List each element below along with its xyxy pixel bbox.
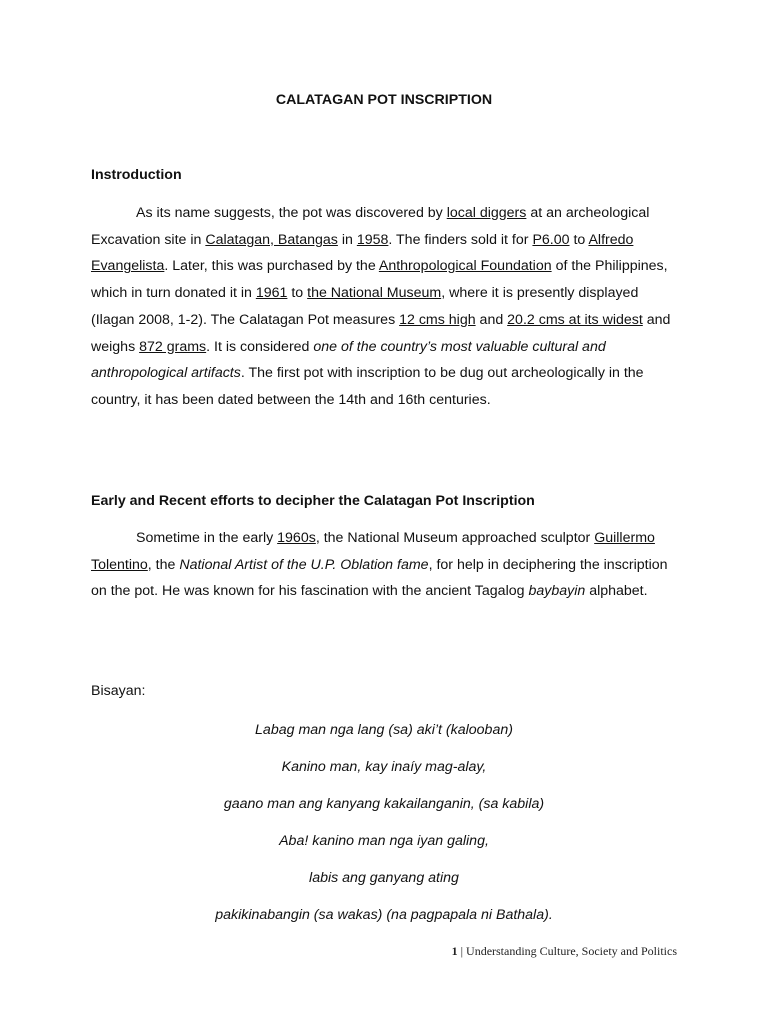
emphasis-baybayin: baybayin xyxy=(528,583,586,600)
document-title: CALATAGAN POT INSCRIPTION xyxy=(275,92,493,108)
link-1958: 1958 xyxy=(356,231,389,248)
page-footer xyxy=(452,944,677,959)
bisayan-label: Bisayan: xyxy=(91,683,146,699)
page-number: 1 xyxy=(451,944,458,958)
introduction-paragraph: As its name suggests, the pot was discovered by local diggers at an archeological Excavation site in Calatagan, Batangas in 1958. The finders sold it for P6.00 to Alfredo Evangelista. Later, this was purchased by the Anthropological Foundation of the Philippines, which in turn donated it in 1961 to the National Museum, where it is presently displayed (Ilagan 2008, 1-2). The Calatagan Pot measures 12 cms high and 20.2 cms at its widest and weighs 872 grams. It is considered one of the country’s most valuable cultural and anthropological artifacts. The first pot with inscription to be dug out archeologically in the country, it has been dated between the 14th and 16th centuries. xyxy=(91,205,671,408)
link-calatagan-batangas: Calatagan, Batangas xyxy=(205,231,338,248)
link-p600: P6.00 xyxy=(532,231,570,248)
link-alfredo-evangelista: Alfredo Evangelista xyxy=(91,231,634,275)
link-872-grams: 872 grams xyxy=(139,338,207,355)
poem-line: gaano man ang kanyang kakailanganin, (sa kabila) xyxy=(223,796,545,812)
poem-line: pakikinabangin (sa wakas) (na pagpapala ni Bathala). xyxy=(215,907,553,923)
link-local-diggers: local diggers xyxy=(446,205,527,221)
link-1960s: 1960s xyxy=(277,530,316,546)
footer-text: | Understanding Culture, Society and Politics xyxy=(457,944,677,958)
link-national-museum: the National Museum xyxy=(307,285,442,302)
efforts-paragraph: Sometime in the early 1960s, the National Museum approached sculptor Guillermo Tolentino, the National Artist of the U.P. Oblation fame, for help in deciphering the inscription on the pot. He was known for his fascination with the ancient Tagalog baybayin alphabet. xyxy=(91,530,668,600)
link-guillermo-tolentino: Guillermo Tolentino xyxy=(91,530,655,573)
poem-line: Aba! kanino man nga iyan galing, xyxy=(279,833,489,849)
section-heading-efforts: Early and Recent efforts to decipher the Calatagan Pot Inscription xyxy=(91,493,535,509)
link-20-cms-widest: 20.2 cms at its widest xyxy=(507,311,643,328)
section-heading-introduction: Instroduction xyxy=(91,167,182,183)
link-1961: 1961 xyxy=(255,285,288,302)
poem-line: Kanino man, kay inaíy mag-alay, xyxy=(281,759,487,775)
poem-line: labis ang ganyang ating xyxy=(309,870,459,886)
link-12-cms-high: 12 cms high xyxy=(399,311,476,328)
emphasis-valuable-artifacts: one of the country’s most valuable cultural and anthropological artifacts xyxy=(91,338,606,382)
poem-line: Labag man nga lang (sa) aki’t (kalooban) xyxy=(255,722,513,738)
link-anthropological-foundation: Anthropological Foundation xyxy=(378,258,552,275)
emphasis-national-artist: National Artist of the U.P. Oblation fame xyxy=(179,556,429,573)
